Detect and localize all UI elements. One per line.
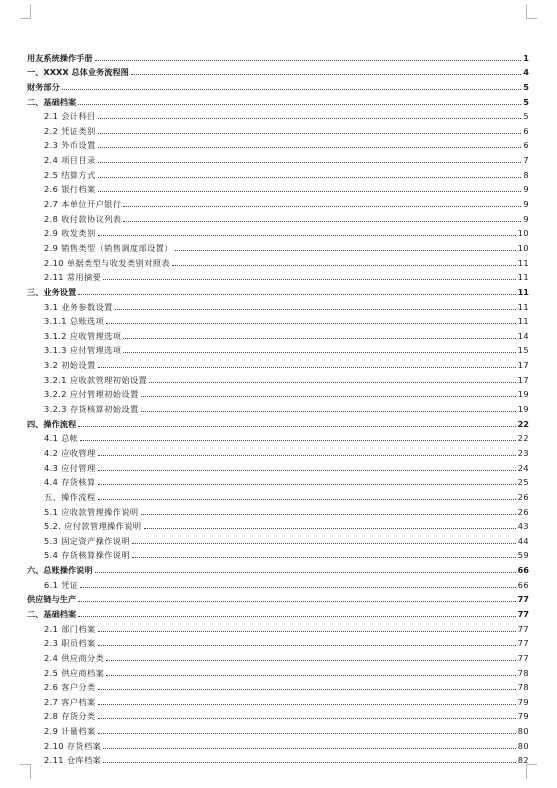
toc-page-number: 80	[517, 740, 529, 751]
toc-entry-title: 2.7 本单位开户银行	[44, 199, 122, 210]
toc-dot-leader	[98, 631, 516, 632]
toc-page-number: 66	[517, 565, 529, 576]
toc-page-number: 8	[523, 169, 529, 180]
toc-entry[interactable]	[27, 151, 529, 166]
table-of-contents	[27, 49, 529, 766]
toc-dot-leader	[78, 426, 515, 427]
toc-entry[interactable]	[27, 166, 529, 181]
toc-dot-leader	[98, 235, 516, 236]
toc-entry-title: 6.1 凭证	[44, 579, 79, 590]
toc-entry[interactable]	[27, 313, 529, 328]
toc-entry[interactable]	[27, 415, 529, 430]
toc-dot-leader	[131, 74, 521, 75]
toc-dot-leader	[78, 104, 521, 105]
toc-dot-leader	[103, 748, 516, 749]
toc-entry[interactable]	[27, 430, 529, 445]
toc-entry[interactable]	[27, 78, 529, 93]
toc-dot-leader	[123, 338, 515, 339]
toc-entry[interactable]	[27, 532, 529, 547]
toc-entry-title: 3.1.1 总账选项	[44, 316, 105, 327]
toc-entry-title: 5.3 固定资产操作说明	[44, 535, 130, 546]
toc-entry[interactable]	[27, 679, 529, 694]
toc-entry[interactable]	[27, 371, 529, 386]
toc-dot-leader	[98, 162, 521, 163]
toc-page-number: 23	[517, 447, 529, 458]
toc-entry-title: 2.6 银行档案	[44, 184, 96, 195]
toc-dot-leader	[123, 352, 515, 353]
toc-dot-leader	[132, 543, 516, 544]
toc-entry[interactable]	[27, 181, 529, 196]
toc-entry[interactable]	[27, 576, 529, 591]
toc-dot-leader	[80, 587, 515, 588]
toc-entry-title: 3.1.2 应收管理选项	[44, 330, 122, 341]
toc-entry-title: 2.9 销售类型（销售调度部设置）	[44, 242, 173, 253]
toc-page-number: 11	[517, 301, 529, 312]
toc-entry-title: 2.9 计量档案	[44, 726, 96, 737]
toc-page-number: 14	[517, 330, 529, 341]
toc-entry-title: 2.1 会计科目	[44, 111, 96, 122]
toc-dot-leader	[80, 440, 515, 441]
toc-entry-title: 2.6 客户分类	[44, 682, 96, 693]
toc-dot-leader	[175, 250, 516, 251]
toc-entry[interactable]	[27, 488, 529, 503]
toc-dot-leader	[141, 411, 516, 412]
toc-entry-title: 3.2.3 存货核算初始设置	[44, 404, 139, 415]
toc-entry-title: 5.1 应收款管理操作说明	[44, 506, 139, 517]
toc-page-number: 11	[517, 257, 529, 268]
toc-dot-leader	[103, 279, 516, 280]
toc-dot-leader	[78, 616, 515, 617]
toc-entry[interactable]	[27, 693, 529, 708]
toc-page-number: 17	[517, 360, 529, 371]
toc-entry[interactable]	[27, 620, 529, 635]
toc-dot-leader	[98, 645, 516, 646]
toc-entry[interactable]	[27, 503, 529, 518]
toc-entry-title: 2.4 项目目录	[44, 155, 96, 166]
toc-entry-title: 一、XXXX 总体业务流程图	[27, 67, 129, 78]
toc-entry-title: 2.8 存货分类	[44, 711, 96, 722]
toc-entry-title: 2.7 客户档案	[44, 696, 96, 707]
toc-dot-leader	[141, 396, 516, 397]
toc-entry-title: 2.3 职员档案	[44, 638, 96, 649]
toc-page-number: 77	[517, 652, 529, 663]
toc-page-number: 17	[517, 374, 529, 385]
toc-entry[interactable]	[27, 591, 529, 606]
toc-entry[interactable]	[27, 605, 529, 620]
toc-entry[interactable]	[27, 649, 529, 664]
toc-entry-title: 4.3 应付管理	[44, 462, 96, 473]
toc-entry[interactable]	[27, 64, 529, 79]
toc-page-number: 22	[517, 433, 529, 444]
toc-page-number: 19	[517, 404, 529, 415]
toc-page-number: 7	[523, 155, 529, 166]
toc-dot-leader	[106, 675, 516, 676]
toc-page-number: 59	[517, 550, 529, 561]
toc-entry[interactable]	[27, 708, 529, 723]
toc-dot-leader	[78, 294, 515, 295]
toc-page-number: 19	[517, 389, 529, 400]
toc-entry-title: 3.1 业务参数设置	[44, 301, 113, 312]
toc-page-number: 5	[523, 111, 529, 122]
toc-entry[interactable]	[27, 386, 529, 401]
toc-page-number: 15	[517, 345, 529, 356]
toc-dot-leader	[103, 762, 516, 763]
toc-entry[interactable]	[27, 254, 529, 269]
toc-entry-title: 4.2 应收管理	[44, 447, 96, 458]
toc-entry-title: 3.2 初始设置	[44, 360, 96, 371]
toc-dot-leader	[172, 265, 516, 266]
toc-page-number: 79	[517, 696, 529, 707]
toc-dot-leader	[98, 718, 516, 719]
toc-entry[interactable]	[27, 108, 529, 123]
toc-page-number: 10	[517, 242, 529, 253]
toc-dot-leader	[98, 133, 521, 134]
toc-page-number: 66	[517, 579, 529, 590]
toc-page-number: 9	[523, 213, 529, 224]
toc-dot-leader	[98, 191, 521, 192]
toc-entry-title: 五、操作流程	[44, 491, 96, 502]
toc-entry[interactable]	[27, 195, 529, 210]
toc-dot-leader	[144, 528, 516, 529]
toc-dot-leader	[98, 499, 516, 500]
toc-page-number: 24	[517, 462, 529, 473]
toc-entry-title: 3.2.2 应付管理初始设置	[44, 389, 139, 400]
toc-dot-leader	[106, 660, 516, 661]
toc-page-number: 22	[517, 418, 529, 429]
toc-entry-title: 3.2.1 应收款管理初始设置	[44, 374, 148, 385]
toc-entry-title: 2.3 外币设置	[44, 140, 96, 151]
toc-entry-title: 3.1.3 应付管理选项	[44, 345, 122, 356]
toc-entry-title: 2.11 仓库档案	[44, 755, 102, 766]
toc-entry-title: 二、基础档案	[27, 96, 77, 107]
toc-entry[interactable]	[27, 239, 529, 254]
toc-page-number: 78	[517, 682, 529, 693]
toc-entry[interactable]	[27, 752, 529, 767]
toc-entry-title: 2.5 结算方式	[44, 169, 96, 180]
toc-page-number: 9	[523, 184, 529, 195]
toc-entry-title: 用友系统操作手册	[27, 52, 93, 63]
toc-entry[interactable]	[27, 269, 529, 284]
toc-page-number: 77	[517, 594, 529, 605]
toc-page-number: 44	[517, 535, 529, 546]
toc-entry[interactable]	[27, 298, 529, 313]
toc-dot-leader	[149, 382, 516, 383]
toc-entry[interactable]	[27, 283, 529, 298]
toc-entry[interactable]	[27, 561, 529, 576]
toc-entry-title: 2.10 单据类型与收发类别对照表	[44, 257, 170, 268]
toc-entry-title: 5.2. 应付款管理操作说明	[44, 521, 142, 532]
toc-entry[interactable]	[27, 327, 529, 342]
toc-dot-leader	[98, 484, 516, 485]
toc-dot-leader	[98, 118, 521, 119]
toc-entry[interactable]	[27, 547, 529, 562]
toc-dot-leader	[123, 206, 521, 207]
toc-page-number: 26	[517, 506, 529, 517]
toc-entry[interactable]	[27, 444, 529, 459]
toc-entry-title: 2.2 凭证类别	[44, 125, 96, 136]
toc-page-number: 77	[517, 638, 529, 649]
toc-entry[interactable]	[27, 737, 529, 752]
toc-dot-leader	[123, 221, 521, 222]
toc-dot-leader	[98, 455, 516, 456]
toc-entry[interactable]	[27, 722, 529, 737]
toc-dot-leader	[95, 572, 516, 573]
toc-entry[interactable]	[27, 635, 529, 650]
toc-entry-title: 四、操作流程	[27, 418, 77, 429]
toc-page-number: 79	[517, 711, 529, 722]
toc-entry-title: 二、基础档案	[27, 608, 77, 619]
toc-entry-title: 4.1 总帐	[44, 433, 79, 444]
toc-entry[interactable]	[27, 474, 529, 489]
toc-entry[interactable]	[27, 49, 529, 64]
toc-dot-leader	[98, 177, 521, 178]
toc-entry-title: 2.1 部门档案	[44, 623, 96, 634]
toc-page-number: 26	[517, 491, 529, 502]
toc-entry[interactable]	[27, 137, 529, 152]
toc-page-number: 82	[517, 755, 529, 766]
toc-entry[interactable]	[27, 342, 529, 357]
toc-entry[interactable]	[27, 459, 529, 474]
toc-entry-title: 4.4 存货核算	[44, 477, 96, 488]
toc-entry-title: 2.10 存货档案	[44, 740, 102, 751]
toc-dot-leader	[98, 733, 516, 734]
toc-entry-title: 六、总账操作说明	[27, 565, 93, 576]
toc-page-number: 80	[517, 726, 529, 737]
toc-dot-leader	[95, 60, 521, 61]
toc-entry[interactable]	[27, 93, 529, 108]
toc-page-number: 77	[517, 608, 529, 619]
toc-dot-leader	[98, 147, 521, 148]
toc-entry[interactable]	[27, 400, 529, 415]
toc-page-number: 10	[517, 228, 529, 239]
toc-dot-leader	[98, 470, 516, 471]
toc-page-number: 9	[523, 199, 529, 210]
toc-entry-title: 2.4 供应商分类	[44, 652, 105, 663]
toc-page-number: 25	[517, 477, 529, 488]
toc-dot-leader	[62, 89, 521, 90]
toc-dot-leader	[115, 309, 516, 310]
crop-mark-top-right	[526, 4, 537, 19]
toc-entry-title: 供应链与生产	[27, 594, 77, 605]
toc-entry[interactable]	[27, 518, 529, 533]
toc-entry[interactable]	[27, 356, 529, 371]
toc-dot-leader	[106, 323, 516, 324]
toc-entry-title: 2.9 收发类别	[44, 228, 96, 239]
toc-entry-title: 5.4 存货核算操作说明	[44, 550, 130, 561]
toc-entry[interactable]	[27, 664, 529, 679]
toc-entry-title: 2.8 收付款协议列表	[44, 213, 122, 224]
toc-entry[interactable]	[27, 225, 529, 240]
toc-page-number: 5	[523, 96, 529, 107]
toc-dot-leader	[132, 557, 516, 558]
toc-page-number: 4	[523, 67, 529, 78]
toc-dot-leader	[141, 514, 516, 515]
toc-dot-leader	[98, 367, 516, 368]
toc-page-number: 5	[523, 81, 529, 92]
toc-entry-title: 三、业务设置	[27, 286, 77, 297]
toc-dot-leader	[78, 601, 515, 602]
toc-page-number: 11	[517, 272, 529, 283]
toc-page-number: 11	[517, 286, 529, 297]
toc-entry[interactable]	[27, 210, 529, 225]
toc-page-number: 6	[523, 140, 529, 151]
toc-dot-leader	[98, 704, 516, 705]
toc-page-number: 77	[517, 623, 529, 634]
toc-entry-title: 2.11 常用摘要	[44, 272, 102, 283]
toc-page-number: 11	[517, 316, 529, 327]
toc-page-number: 6	[523, 125, 529, 136]
toc-entry-title: 财务部分	[27, 81, 60, 92]
toc-page-number: 78	[517, 667, 529, 678]
toc-dot-leader	[98, 689, 516, 690]
toc-page-number: 43	[517, 521, 529, 532]
toc-entry[interactable]	[27, 122, 529, 137]
crop-mark-top-left	[20, 4, 31, 19]
toc-page-number: 1	[523, 52, 529, 63]
toc-entry-title: 2.5 供应商档案	[44, 667, 105, 678]
